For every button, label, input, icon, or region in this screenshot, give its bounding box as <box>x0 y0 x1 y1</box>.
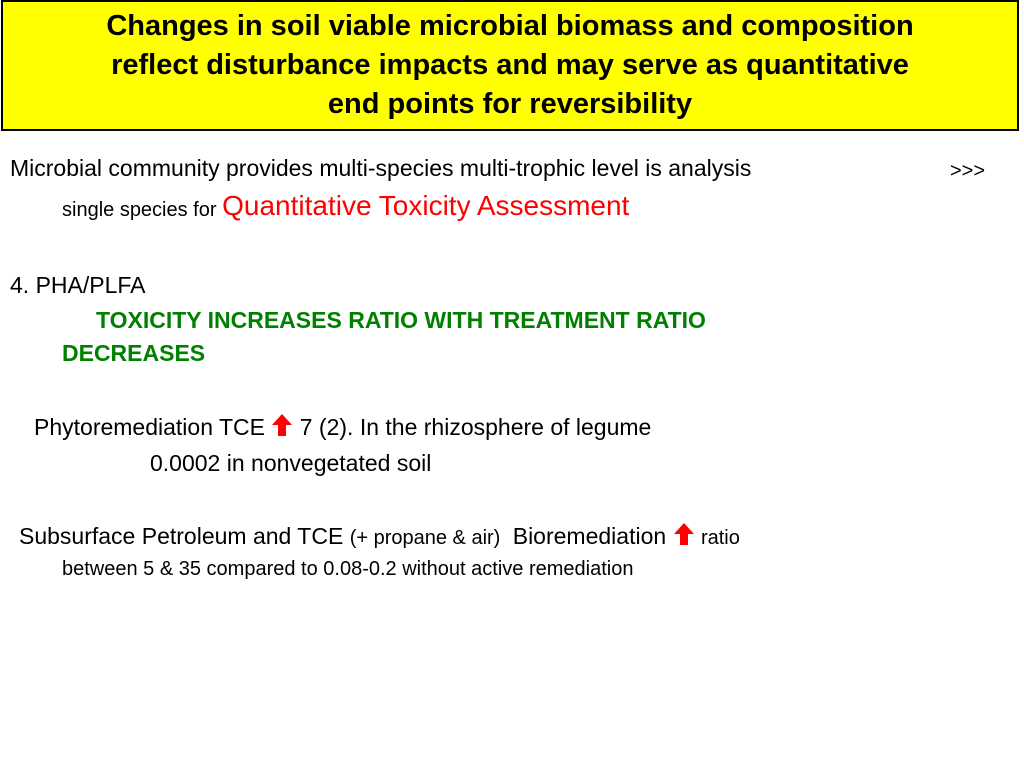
subsurface-line1 <box>19 522 740 550</box>
phyto-suffix: 7 (2). In the rhizosphere of legume <box>299 414 652 440</box>
subsurface-paren: (+ propane & air) <box>349 527 501 549</box>
item4-green-line2: DECREASES <box>62 340 206 366</box>
phyto-prefix: Phytoremediation TCE <box>34 414 265 440</box>
para1-line2 <box>62 190 629 222</box>
phyto-line2: 0.0002 in nonvegetated soil <box>150 450 432 476</box>
phyto-line1 <box>34 413 651 441</box>
para1-text: Microbial community provides multi-species multi-trophic level is analysis <box>10 155 752 181</box>
red-up-arrow-icon <box>271 413 293 437</box>
title-banner <box>1 0 1019 131</box>
item4-heading: 4. PHA/PLFA <box>10 272 146 298</box>
para1-highlight: Quantitative Toxicity Assessment <box>222 190 630 221</box>
subsurface-prefix: Subsurface Petroleum and TCE <box>19 523 344 549</box>
red-up-arrow-icon <box>673 522 695 546</box>
subsurface-ratio: ratio <box>700 527 740 549</box>
para1-line1 <box>10 155 751 182</box>
title-line-3: end points for reversibility <box>327 88 693 120</box>
title-line-1: Changes in soil viable microbial biomass and composition <box>106 10 914 42</box>
title-line-2: reflect disturbance impacts and may serve as quantitative <box>111 49 909 81</box>
para1-line2-prefix: single species for <box>62 199 217 221</box>
subsurface-bio: Bioremediation <box>512 523 667 549</box>
item4-green-line1: TOXICITY INCREASES RATIO WITH TREATMENT RATIO <box>96 307 706 333</box>
subsurface-line2: between 5 & 35 compared to 0.08-0.2 without active remediation <box>62 558 634 580</box>
para1-compare: >>> <box>950 160 986 182</box>
slide-title <box>20 7 1000 124</box>
